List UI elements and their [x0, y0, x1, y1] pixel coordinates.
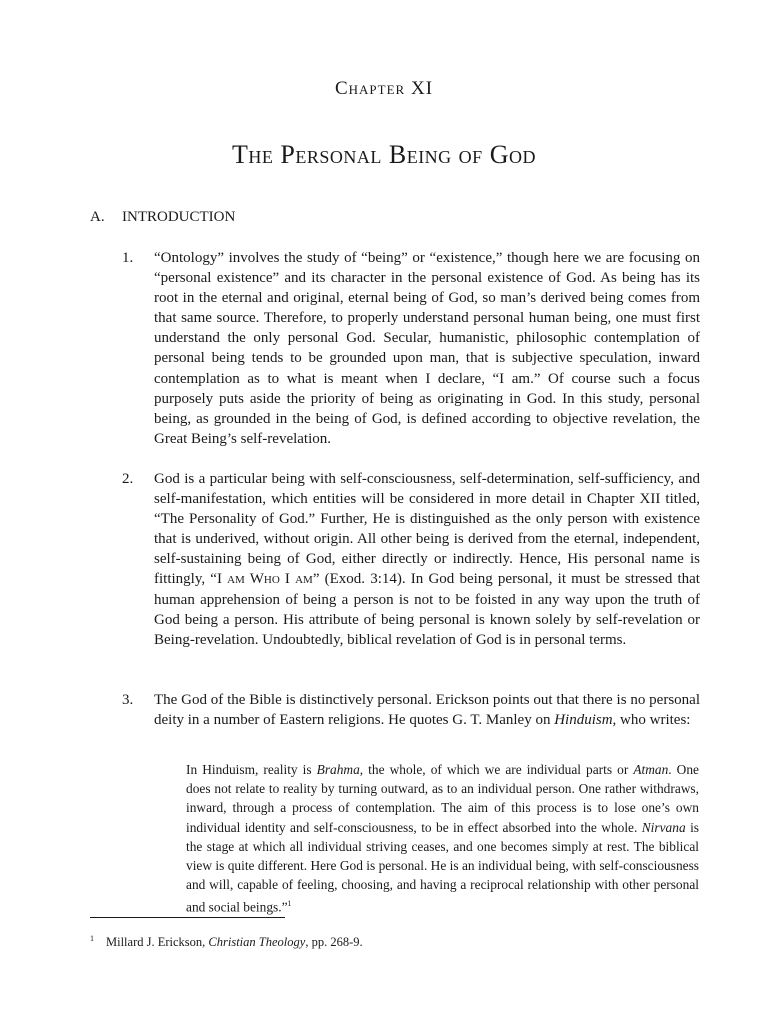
divine-name: I am Who I am — [216, 571, 313, 588]
paragraph-3 — [122, 690, 700, 730]
chapter-title: The Personal Being of God — [232, 140, 536, 169]
paragraph-number: 2. — [122, 471, 134, 487]
paragraph-number: 1. — [122, 250, 134, 266]
footnote: $^1$ Millard J. Erickson, Christian Theology, pp. 268-9. — [90, 934, 363, 950]
paragraph-2 — [122, 469, 700, 650]
section-title: INTRODUCTION — [122, 209, 236, 225]
section-letter: A. — [90, 209, 105, 225]
paragraph-text: The God of the Bible is distinctively personal. Erickson points out that there is no personal deity in a number of Eastern religions. He quotes G. T. Manley on Hinduism, who writes: — [154, 692, 700, 729]
paragraph-text: God is a particular being with self-consciousness, self-determination, self-sufficiency, and self-manifestation, which entities will be considered in more detail in Chapter XII titled, “The Personality of God.” Further, He is distinguished as the only person with existence that is underived, without origin. All other being is derived from the eternal, independent, self-sustaining being of God, either directly or indirectly. Hence, His personal name is fittingly, “I am Who I am” (Exod. 3:14). In God being personal, it must be stressed that human apprehension of being a person is not to be foisted in any way upon the truth of God being a person. His attribute of being personal is known solely by self-revelation or Being-revelation. Undoubtedly, biblical revelation of God is in personal terms. — [154, 471, 700, 648]
paragraph-1 — [122, 248, 700, 449]
paragraph-text: “Ontology” involves the study of “being” or “existence,” though here we are focusing on “personal existence” and its character in the personal existence of God. As being has its root in the eternal and original, eternal being of God, so man’s derived being comes from that same source. Therefore, to properly understand personal human being, one must first understand the only personal God. Secular, humanistic, philosophic contemplation of personal being tends to be grounded upon man, that is subjective speculation, inward contemplation as to what is meant when I declare, “I am.” Of course such a focus purposely puts aside the priority of being as originating in God. In this study, personal being, as grounded in the being of God, is defined according to objective revelation, the Great Being’s self-revelation. — [154, 250, 700, 447]
paragraph-number: 3. — [122, 692, 134, 708]
footnote-mark: 1 — [90, 934, 94, 943]
footnote-reference[interactable]: 1 — [287, 899, 292, 909]
chapter-number: Chapter XI — [334, 78, 434, 99]
block-quote: In Hinduism, reality is Brahma, the whole, of which we are individual parts or Atman. One does not relate to reality by turning outward, as to an individual person. One rather withdraws, inward, through a process of contemplation. The aim of this process is to lose one’s own individual identity and self-consciousness, to be in effect absorbed into the whole. Nirvana is the stage at which all individual striving ceases, and one becomes simply at rest. The biblical view is quite different. Here God is personal. He is an individual being, with self-consciousness and will, capable of feeling, choosing, and having a reciprocal relationship with other personal and social beings.”$^1$ — [186, 762, 699, 915]
footnote-divider — [90, 917, 285, 918]
section-heading — [90, 209, 235, 226]
